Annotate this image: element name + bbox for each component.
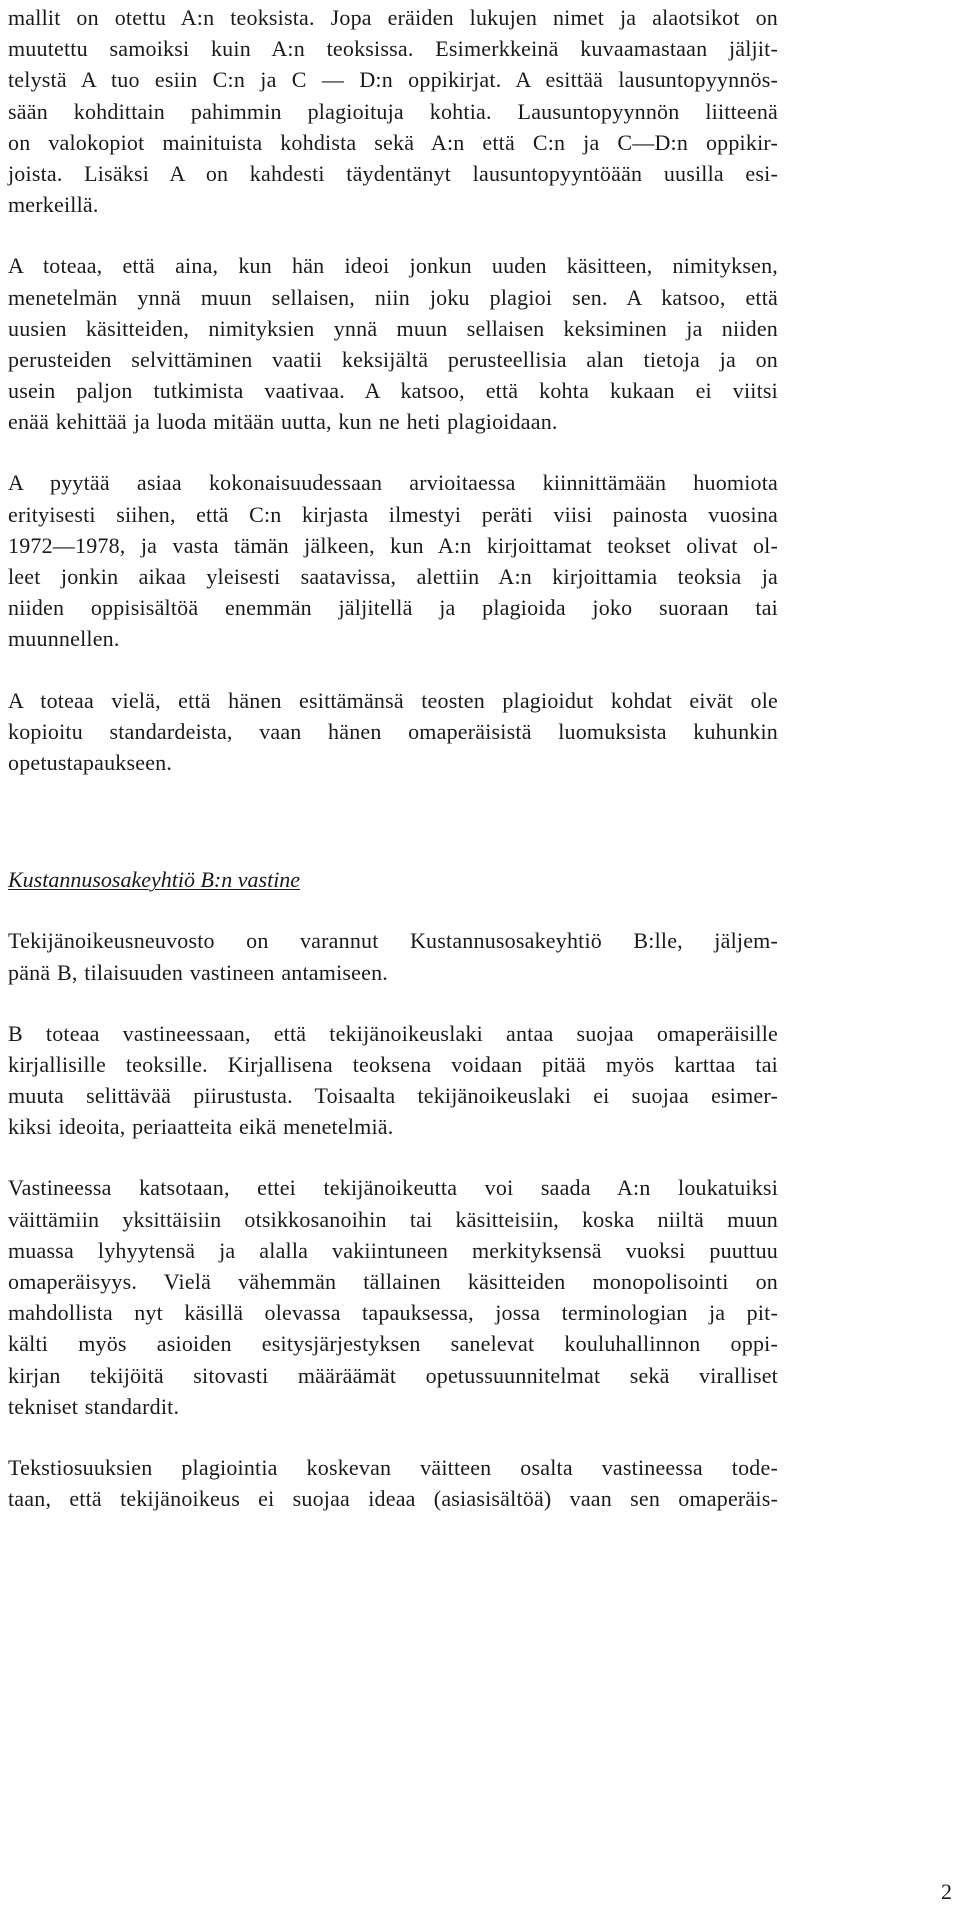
text-line: kälti myös asioiden esitysjärjestyksen sanelevat kouluhallinnon oppi-	[8, 1331, 778, 1357]
text-line: kiksi ideoita, periaatteita eikä menetelmiä.	[8, 1114, 394, 1140]
text-line: B toteaa vastineessaan, että tekijänoikeuslaki antaa suojaa omaperäisille	[8, 1020, 778, 1046]
text-line: perusteiden selvittäminen vaatii keksijältä perusteellisia alan tietoja ja on	[8, 346, 778, 372]
paragraph-1	[8, 2, 778, 220]
text-line: uusien käsitteiden, nimityksien ynnä muun sellaisen keksiminen ja niiden	[8, 315, 778, 341]
paragraph-8	[8, 1452, 778, 1514]
text-line: kirjallisille teoksille. Kirjallisena teoksena voidaan pitää myös karttaa tai	[8, 1051, 778, 1077]
text-line: leet jonkin aikaa yleisesti saatavissa, alettiin A:n kirjoittamia teoksia ja	[8, 564, 778, 589]
paragraph-2	[8, 250, 778, 437]
text-line: menetelmän ynnä muun sellaisen, niin joku plagioi sen. A katsoo, että	[8, 284, 778, 310]
text-line: joista. Lisäksi A on kahdesti täydentänyt lausuntopyyntöään uusilla esi-	[8, 160, 778, 186]
paragraph-3	[8, 467, 778, 654]
paragraph-gap	[8, 655, 778, 685]
text-line: opetustapaukseen.	[8, 749, 173, 775]
text-line: muunnellen.	[8, 626, 120, 652]
paragraph-gap	[8, 988, 778, 1018]
text-line: muutettu samoiksi kuin A:n teoksissa. Esimerkkeinä kuvaamastaan jäljit-	[8, 36, 778, 62]
paragraph-gap	[8, 895, 778, 925]
paragraph-gap	[8, 1142, 778, 1172]
text-line: Tekstiosuuksien plagiointia koskevan väitteen osalta vastineessa tode-	[8, 1454, 778, 1480]
section-gap	[8, 778, 778, 864]
page-number: 2	[941, 1879, 952, 1904]
text-line: enää kehittää ja luoda mitään uutta, kun ne heti plagioidaan.	[8, 409, 558, 435]
paragraph-7	[8, 1172, 778, 1422]
text-line: Tekijänoikeusneuvosto on varannut Kustannusosakeyhtiö B:lle, jäljem-	[8, 928, 778, 954]
text-line: Vastineessa katsotaan, ettei tekijänoikeutta voi saada A:n loukatuiksi	[8, 1175, 778, 1201]
text-line: muuta selittävää piirustusta. Toisaalta tekijänoikeuslaki ei suojaa esimer-	[8, 1083, 778, 1109]
paragraph-gap	[8, 1422, 778, 1452]
text-line: erityisesti siihen, että C:n kirjasta ilmestyi peräti viisi painosta vuosina	[8, 501, 778, 527]
paragraph-6	[8, 1018, 778, 1143]
text-line: sään kohdittain pahimmin plagioituja kohtia. Lausuntopyynnön liitteenä	[8, 98, 778, 124]
text-line: usein paljon tutkimista vaativaa. A katsoo, että kohta kukaan ei viitsi	[8, 378, 778, 404]
text-line: pänä B, tilaisuuden vastineen antamiseen.	[8, 959, 388, 985]
document-page	[8, 0, 778, 1514]
text-line: kopioitu standardeista, vaan hänen omaperäisistä luomuksista kuhunkin	[8, 718, 778, 744]
text-line: A pyytää asiaa kokonaisuudessaan arvioitaessa kiinnittämään huomiota	[8, 470, 778, 496]
text-line: väittämiin yksittäisiin otsikkosanoihin tai käsitteisiin, koska niiltä muun	[8, 1206, 778, 1232]
text-line: on valokopiot mainituista kohdista sekä A:n että C:n ja C—D:n oppikir-	[8, 129, 778, 155]
text-line: A toteaa vielä, että hänen esittämänsä teosten plagioidut kohdat eivät ole	[8, 687, 778, 713]
text-line: tekniset standardit.	[8, 1393, 180, 1419]
section-heading: Kustannusosakeyhtiö B:n vastine	[8, 867, 301, 893]
paragraph-gap	[8, 437, 778, 467]
text-line: omaperäisyys. Vielä vähemmän tällainen käsitteiden monopolisointi on	[8, 1269, 778, 1295]
paragraph-5	[8, 925, 778, 987]
text-line: kirjan tekijöitä sitovasti määräämät opetussuunnitelmat sekä viralliset	[8, 1362, 778, 1388]
paragraph-4	[8, 685, 778, 779]
text-line: telystä A tuo esiin C:n ja C — D:n oppikirjat. A esittää lausuntopyynnös-	[8, 67, 778, 93]
text-line: taan, että tekijänoikeus ei suojaa ideaa (asiasisältöä) vaan sen omaperäis-	[8, 1486, 778, 1512]
text-line: merkeillä.	[8, 192, 99, 218]
text-line: niiden oppisisältöä enemmän jäljitellä ja plagioida joko suoraan tai	[8, 595, 778, 621]
text-line: muassa lyhyytensä ja alalla vakiintuneen merkityksensä vuoksi puuttuu	[8, 1237, 778, 1263]
text-line: mallit on otettu A:n teoksista. Jopa eräiden lukujen nimet ja alaotsikot on	[8, 5, 778, 30]
text-line: 1972—1978, ja vasta tämän jälkeen, kun A:n kirjoittamat teokset olivat ol-	[8, 532, 778, 558]
text-line: A toteaa, että aina, kun hän ideoi jonkun uuden käsitteen, nimityksen,	[8, 253, 778, 279]
text-line: mahdollista nyt käsillä olevassa tapauksessa, jossa terminologian ja pit-	[8, 1300, 778, 1326]
paragraph-gap	[8, 220, 778, 250]
